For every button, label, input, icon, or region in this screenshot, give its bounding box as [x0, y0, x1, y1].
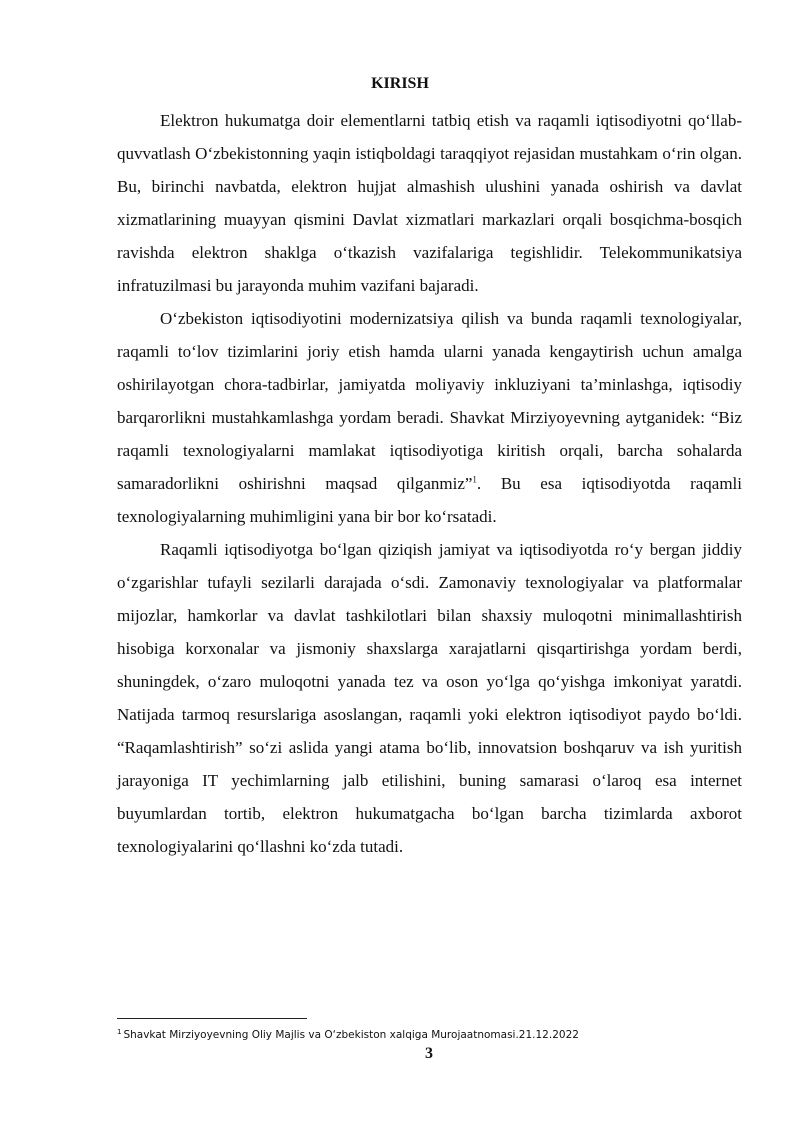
paragraph-2-text-start: O‘zbekiston iqtisodiyotini modernizatsiya qilish va bunda raqamli texnologiyalar, raqamli to‘lov tizimlarini joriy etish hamda ularni yanada kengaytirish uchun amalga oshirilayotgan chora-tadbirlar, jamiyatda moliyaviy inkluziyani ta’minlashga, iqtisodiy barqarorlikni mustahkamlashga yordam beradi. Shavkat Mirziyoyevning aytganidek: “Biz raqamli texnologiyalarni mamlakat iqtisodiyotiga kiritish orqali, barcha sohalarda samaradorlikni oshirishni maqsad qilganmiz”	[117, 309, 742, 493]
section-title: KIRISH	[371, 75, 429, 92]
body-text	[117, 104, 742, 863]
paragraph-1: Elektron hukumatga doir elementlarni tatbiq etish va raqamli iqtisodiyotni qo‘llab-quvvatlash O‘zbekistonning yaqin istiqboldagi taraqqiyot rejasidan mustahkam o‘rin olgan. Bu, birinchi navbatda, elektron hujjat almashish ulushini yanada oshirish va davlat xizmatlarining muayyan qismini Davlat xizmatlari markazlari orqali bosqichma-bosqich ravishda elektron shaklga o‘tkazish vazifalariga tegishlidir. Telekommunikatsiya infratuzilmasi bu jarayonda muhim vazifani bajaradi.	[117, 111, 742, 295]
footnote-separator	[117, 1018, 307, 1019]
footnote	[117, 1028, 742, 1042]
footnote-reference[interactable]: 1	[472, 474, 477, 485]
page-number: 3	[425, 1045, 433, 1062]
paragraph-2-text-end: . Bu esa iqtisodiyotda raqamli texnologiyalarning muhimligini yana bir bor ko‘rsatadi.	[117, 474, 742, 526]
paragraph-3: Raqamli iqtisodiyotga bo‘lgan qiziqish jamiyat va iqtisodiyotda ro‘y bergan jiddiy o‘zgarishlar tufayli sezilarli darajada o‘sdi. Zamonaviy texnologiyalar va platformalar mijozlar, hamkorlar va davlat tashkilotlari bilan shaxsiy muloqotni minimallashtirish hisobiga korxonalar va jismoniy shaxslarga xarajatlarni qisqartirishga yordam berdi, shuningdek, o‘zaro muloqotni yanada tez va oson yo‘lga qo‘yishga imkoniyat yaratdi. Natijada tarmoq resurslariga asoslangan, raqamli yoki elektron iqtisodiyot paydo bo‘ldi. “Raqamlashtirish” so‘zi aslida yangi atama bo‘lib, innovatsion boshqaruv va ish yuritish jarayoniga IT yechimlarning jalb etilishini, buning samarasi o‘laroq esa internet buyumlardan tortib, elektron hukumatgacha bo‘lgan barcha tizimlarda axborot texnologiyalarini qo‘llashni ko‘zda tutadi.	[117, 540, 742, 856]
footnote-text: Shavkat Mirziyoyevning Oliy Majlis va O‘zbekiston xalqiga Murojaatnomasi.21.12.2022	[123, 1029, 579, 1041]
paragraph-2	[117, 302, 742, 533]
footnote-mark: 1	[117, 1027, 122, 1036]
